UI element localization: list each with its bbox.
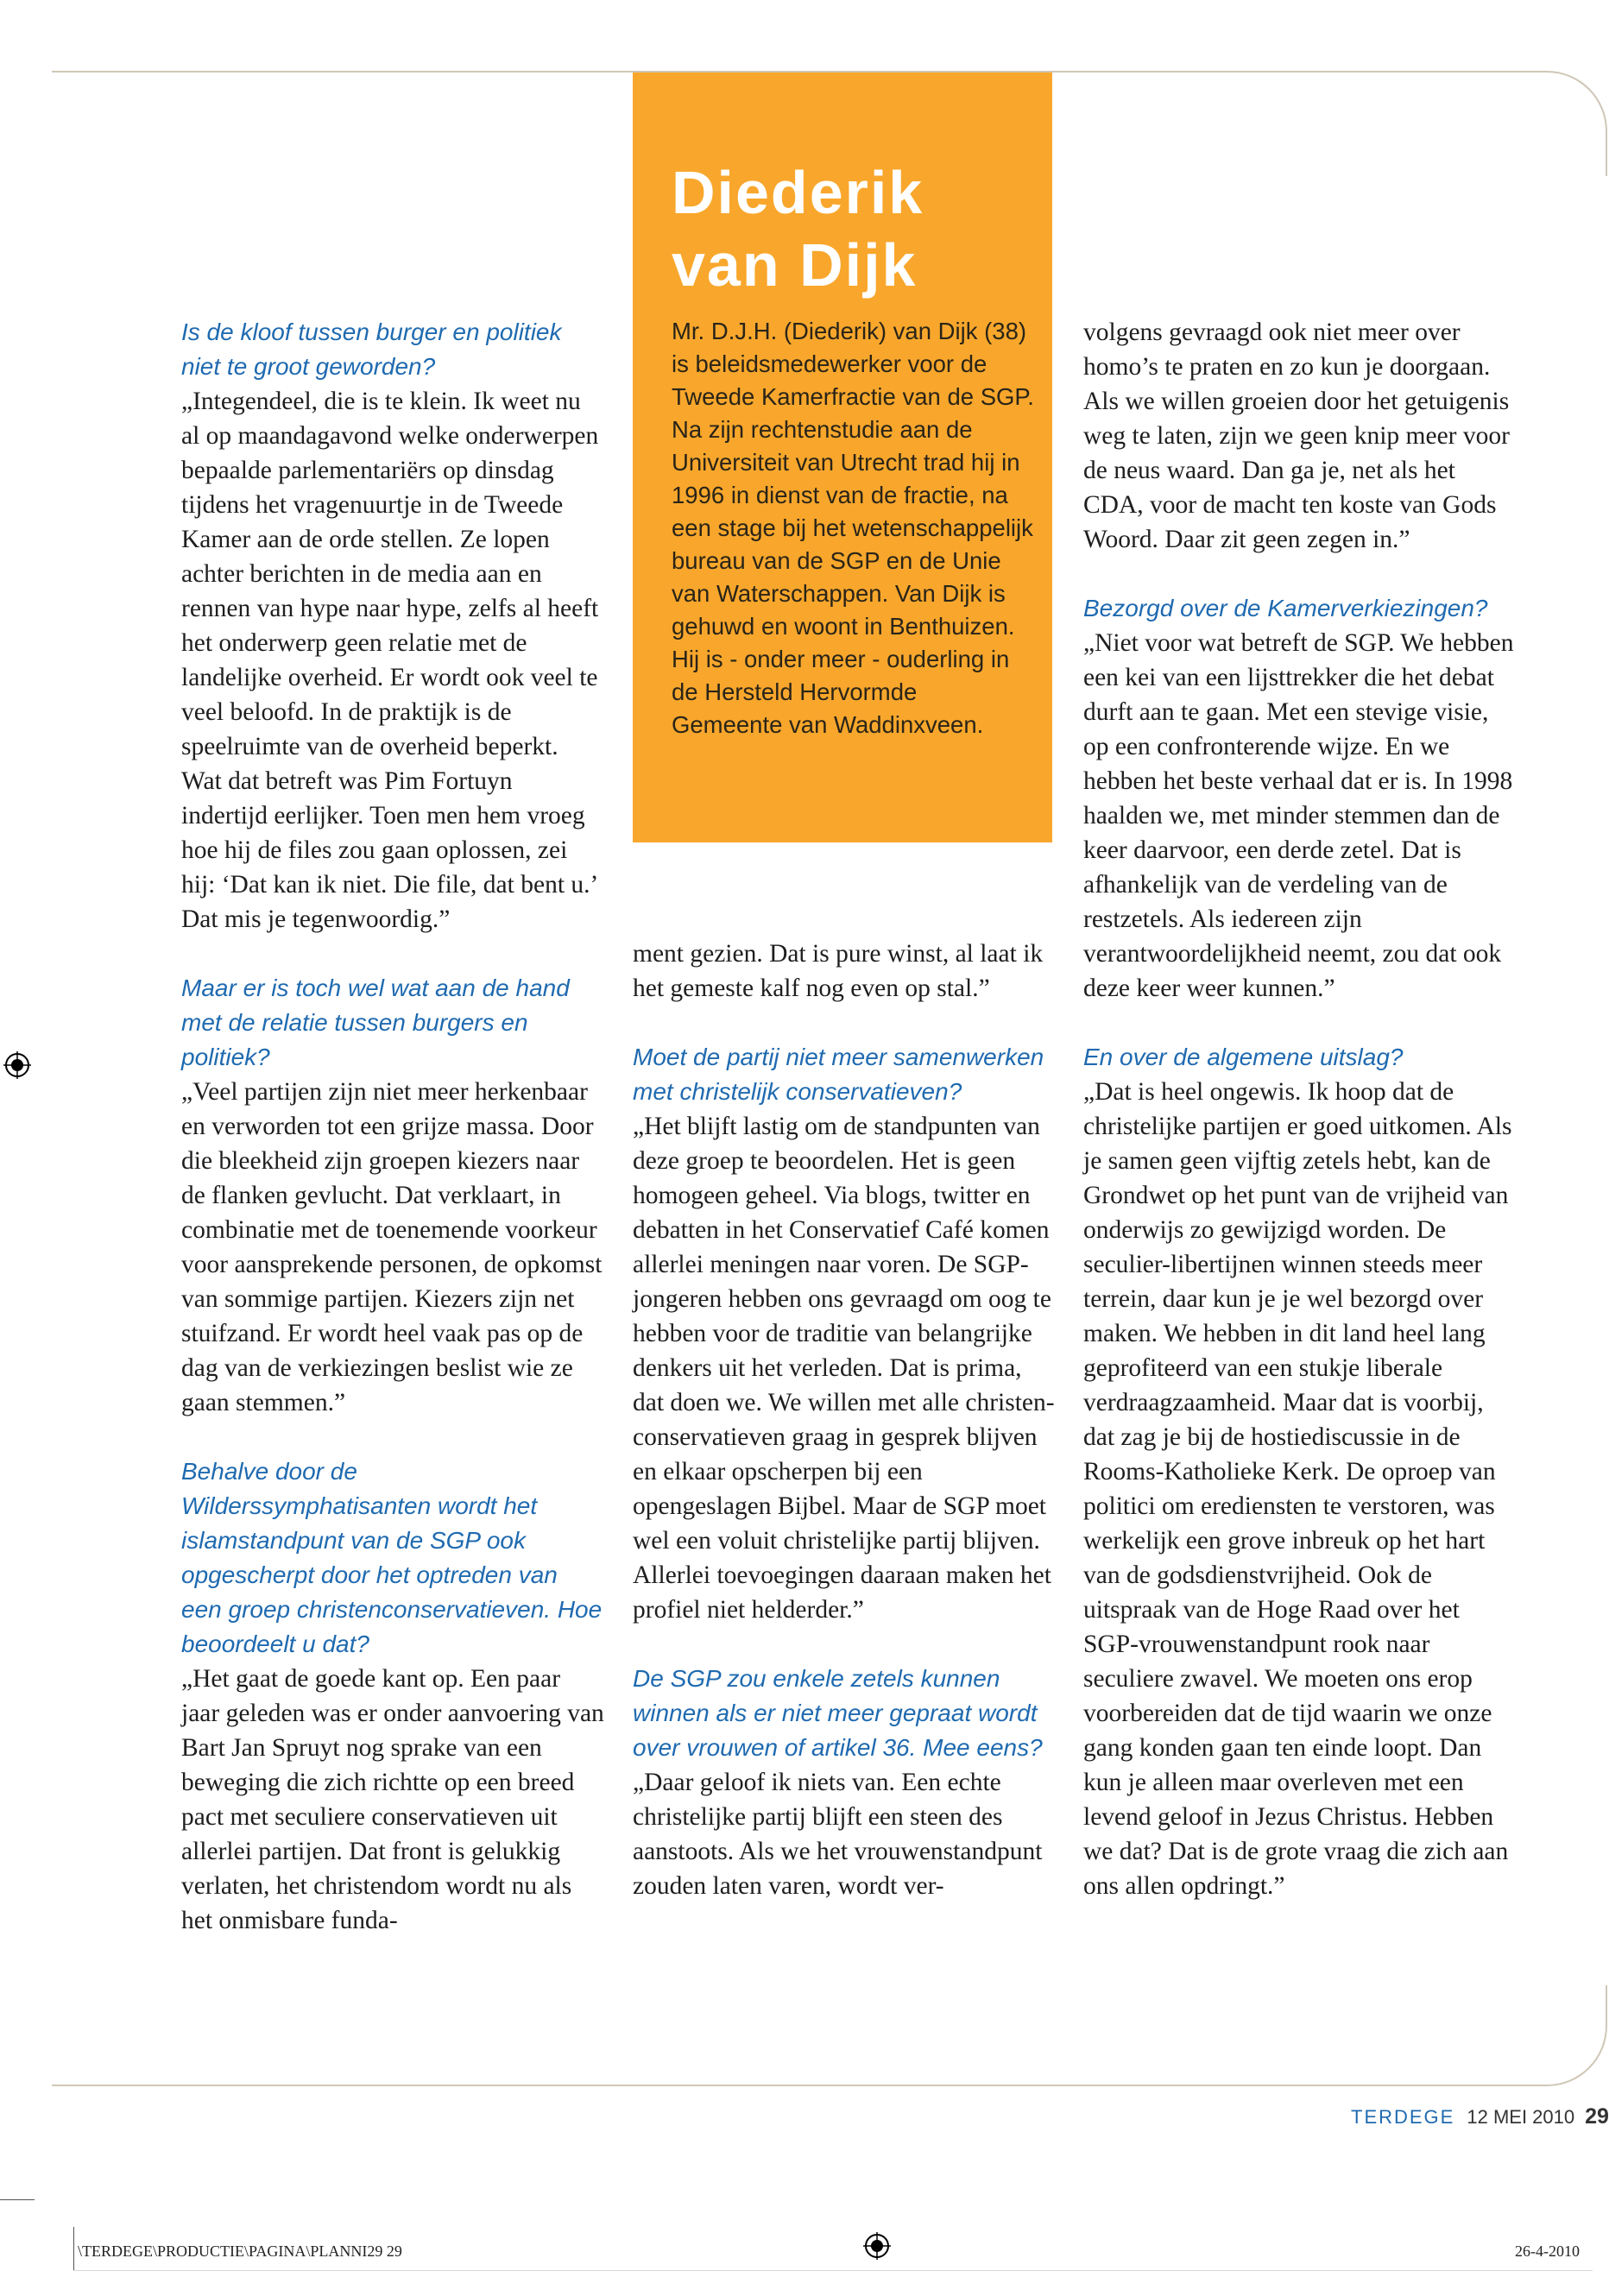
profile-bio: Mr. D.J.H. (Diederik) van Dijk (38) is beleidsmedewerker voor de Tweede Kamerfractie van de SGP. Na zijn rechtenstudie aan de Universiteit van Utrecht trad hij in 1996 in dienst van de fractie, na een stage bij het wetenschappelijk bureau van de SGP en de Unie van Waterschappen. Van Dijk is gehuwd en woont in Benthuizen. Hij is - onder meer - ouderling in de Hersteld Hervormde Gemeente van Waddinxveen. bbox=[672, 318, 1034, 738]
profile-title bbox=[672, 156, 924, 301]
profile-title-line2: van Dijk bbox=[672, 231, 918, 299]
answer-continued: volgens gevraagd ook niet meer over homo’s te praten en zo kun je doorgaan. Als we willen groeien door het getuigenis weg te laten, zijn we geen knip meer voor de neus waard. Dan ga je, net als het CDA, voor de macht ten koste van Gods Woord. Daar zit geen zegen in.” bbox=[1083, 319, 1510, 553]
slug-date: 26-4-2010 bbox=[1515, 2242, 1580, 2260]
column-1 bbox=[181, 315, 604, 1938]
answer: „Veel partijen zijn niet meer herkenbaar en verworden tot een grijze massa. Door die bleekheid zijn groepen kiezers naar de flanken gevlucht. Dat verklaart, in combinatie met de toenemende voorkeur voor aansprekende personen, de opkomst van sommige partijen. Kiezers zijn net stuifzand. Er wordt heel vaak pas op de dag van de verkiezingen beslist wie ze gaan stemmen.” bbox=[181, 1078, 603, 1416]
profile-box bbox=[633, 73, 1052, 842]
answer-continued: ment gezien. Dat is pure winst, al laat ik het gemeste kalf nog even op stal.” bbox=[633, 940, 1044, 1002]
question: Moet de partij niet meer samenwerken met christelijk conservatieven? bbox=[633, 1044, 1044, 1105]
question: Maar er is toch wel wat aan de hand met de relatie tussen burgers en politiek? bbox=[181, 975, 570, 1070]
question: Bezorgd over de Kamerverkiezingen? bbox=[1083, 595, 1488, 621]
question: En over de algemene uitslag? bbox=[1083, 1044, 1404, 1070]
answer: „Dat is heel ongewis. Ik hoop dat de christelijke partijen er goed uitkomen. Als je samen geen vijftig zetels hebt, kan de Grondwet op het punt van de vrijheid van onderwijs zo gewijzigd worden. De seculier-libertijnen winnen steeds meer terrein, daar kun je je wel bezorgd over maken. We hebben in dit land heel lang geprofiteerd van een stukje liberale verdraagzaamheid. Maar dat is voorbij, dat zag je bij de hostiediscussie in de Rooms-Katholieke Kerk. De oproep van politici om erediensten te verstoren, was werkelijk een grove inbreuk op het hart van de godsdienstvrijheid. Ook de uitspraak van de Hoge Raad over het SGP-vrouwenstandpunt rook naar seculiere zwavel. We moeten ons erop voorbereiden dat de tijd waarin we onze gang konden gaan ten einde loopt. Dan kun je alleen maar overleven met een levend geloof in Jezus Christus. Hebben we dat? Dat is de grote vraag die zich aan ons allen opdringt.” bbox=[1083, 1078, 1512, 1900]
question: Is de kloof tussen burger en politiek niet te groot geworden? bbox=[181, 319, 562, 380]
issue-date: 12 MEI 2010 bbox=[1467, 2106, 1575, 2128]
answer: „Integendeel, die is te klein. Ik weet nu al op maandagavond welke onderwerpen bepaalde parlementariërs op dinsdag tijdens het vragenuurtje in de Tweede Kamer aan de orde stellen. Ze lopen achter berichten in de media aan en rennen van hype naar hype, zelfs al heeft het onderwerp geen relatie met de landelijke overheid. Er wordt ook veel te veel beloofd. In de praktijk is de speelruimte van de overheid beperkt. Wat dat betreft was Pim Fortuyn indertijd eerlijker. Toen men hem vroeg hoe hij de files zou gaan oplossen, zei hij: ‘Dat kan ik niet. Die file, dat bent u.’ Dat mis je tegenwoordig.” bbox=[181, 388, 599, 933]
answer: „Het blijft lastig om de standpunten van deze groep te beoordelen. Het is geen homogeen geheel. Via blogs, twitter en debatten in het Conservatief Café komen allerlei meningen naar voren. De SGP-jongeren hebben ons gevraagd om oog te hebben voor de traditie van belangrijke denkers uit het verleden. Dat is prima, dat doen we. We willen met alle christen-conservatieven graag in gesprek blijven en elkaar opscherpen bij een opengeslagen Bijbel. Maar de SGP moet wel een voluit christelijke partij blijven. Allerlei toevoegingen daaraan maken het profiel niet helderder.” bbox=[633, 1113, 1055, 1624]
column-2 bbox=[633, 937, 1056, 1903]
profile-title-line1: Diederik bbox=[672, 159, 924, 226]
magazine-name: TERDEGE bbox=[1351, 2106, 1455, 2128]
question: Behalve door de Wilderssymphatisanten wordt het islamstandpunt van de SGP ook opgescherpt door het optreden van een groep christenconservatieven. Hoe beoordeelt u dat? bbox=[181, 1458, 603, 1657]
page-frame-bottom bbox=[52, 1985, 1607, 2086]
answer: „Daar geloof ik niets van. Een echte christelijke partij blijft een steen des aanstoots. Als we het vrouwenstandpunt zouden laten varen, wordt ver- bbox=[633, 1769, 1043, 1900]
registration-mark-icon bbox=[863, 2232, 891, 2260]
page-number: 29 bbox=[1585, 2104, 1609, 2129]
answer: „Niet voor wat betreft de SGP. We hebben een kei van een lijsttrekker die het debat durft aan te gaan. Met een stevige visie, op een confronterende wijze. En we hebben het beste verhaal dat er is. In 1998 haalden we, met minder stemmen dan de keer daarvoor, een derde zetel. Dat is afhankelijk van de verdeling van de restzetels. Als iedereen zijn verantwoordelijkheid neemt, zou dat ook deze keer weer kunnen.” bbox=[1083, 629, 1514, 1002]
page-footer bbox=[1351, 2104, 1609, 2129]
slug-file-path: \TERDEGE\PRODUCTIE\PAGINA\PLANNI29 29 bbox=[78, 2242, 402, 2260]
crop-mark bbox=[0, 2199, 35, 2200]
registration-mark-icon bbox=[3, 1051, 31, 1079]
answer: „Het gaat de goede kant op. Een paar jaar geleden was er onder aanvoering van Bart Jan Spruyt nog sprake van een beweging die zich richtte op een breed pact met seculiere conservatieven uit allerlei partijen. Dat front is gelukkig verlaten, het christendom wordt nu als het onmisbare funda- bbox=[181, 1665, 604, 1934]
crop-mark bbox=[73, 2227, 74, 2270]
column-3 bbox=[1083, 315, 1515, 1903]
slug-line bbox=[73, 2270, 1593, 2271]
question: De SGP zou enkele zetels kunnen winnen als er niet meer gepraat wordt over vrouwen of artikel 36. Mee eens? bbox=[633, 1665, 1043, 1761]
